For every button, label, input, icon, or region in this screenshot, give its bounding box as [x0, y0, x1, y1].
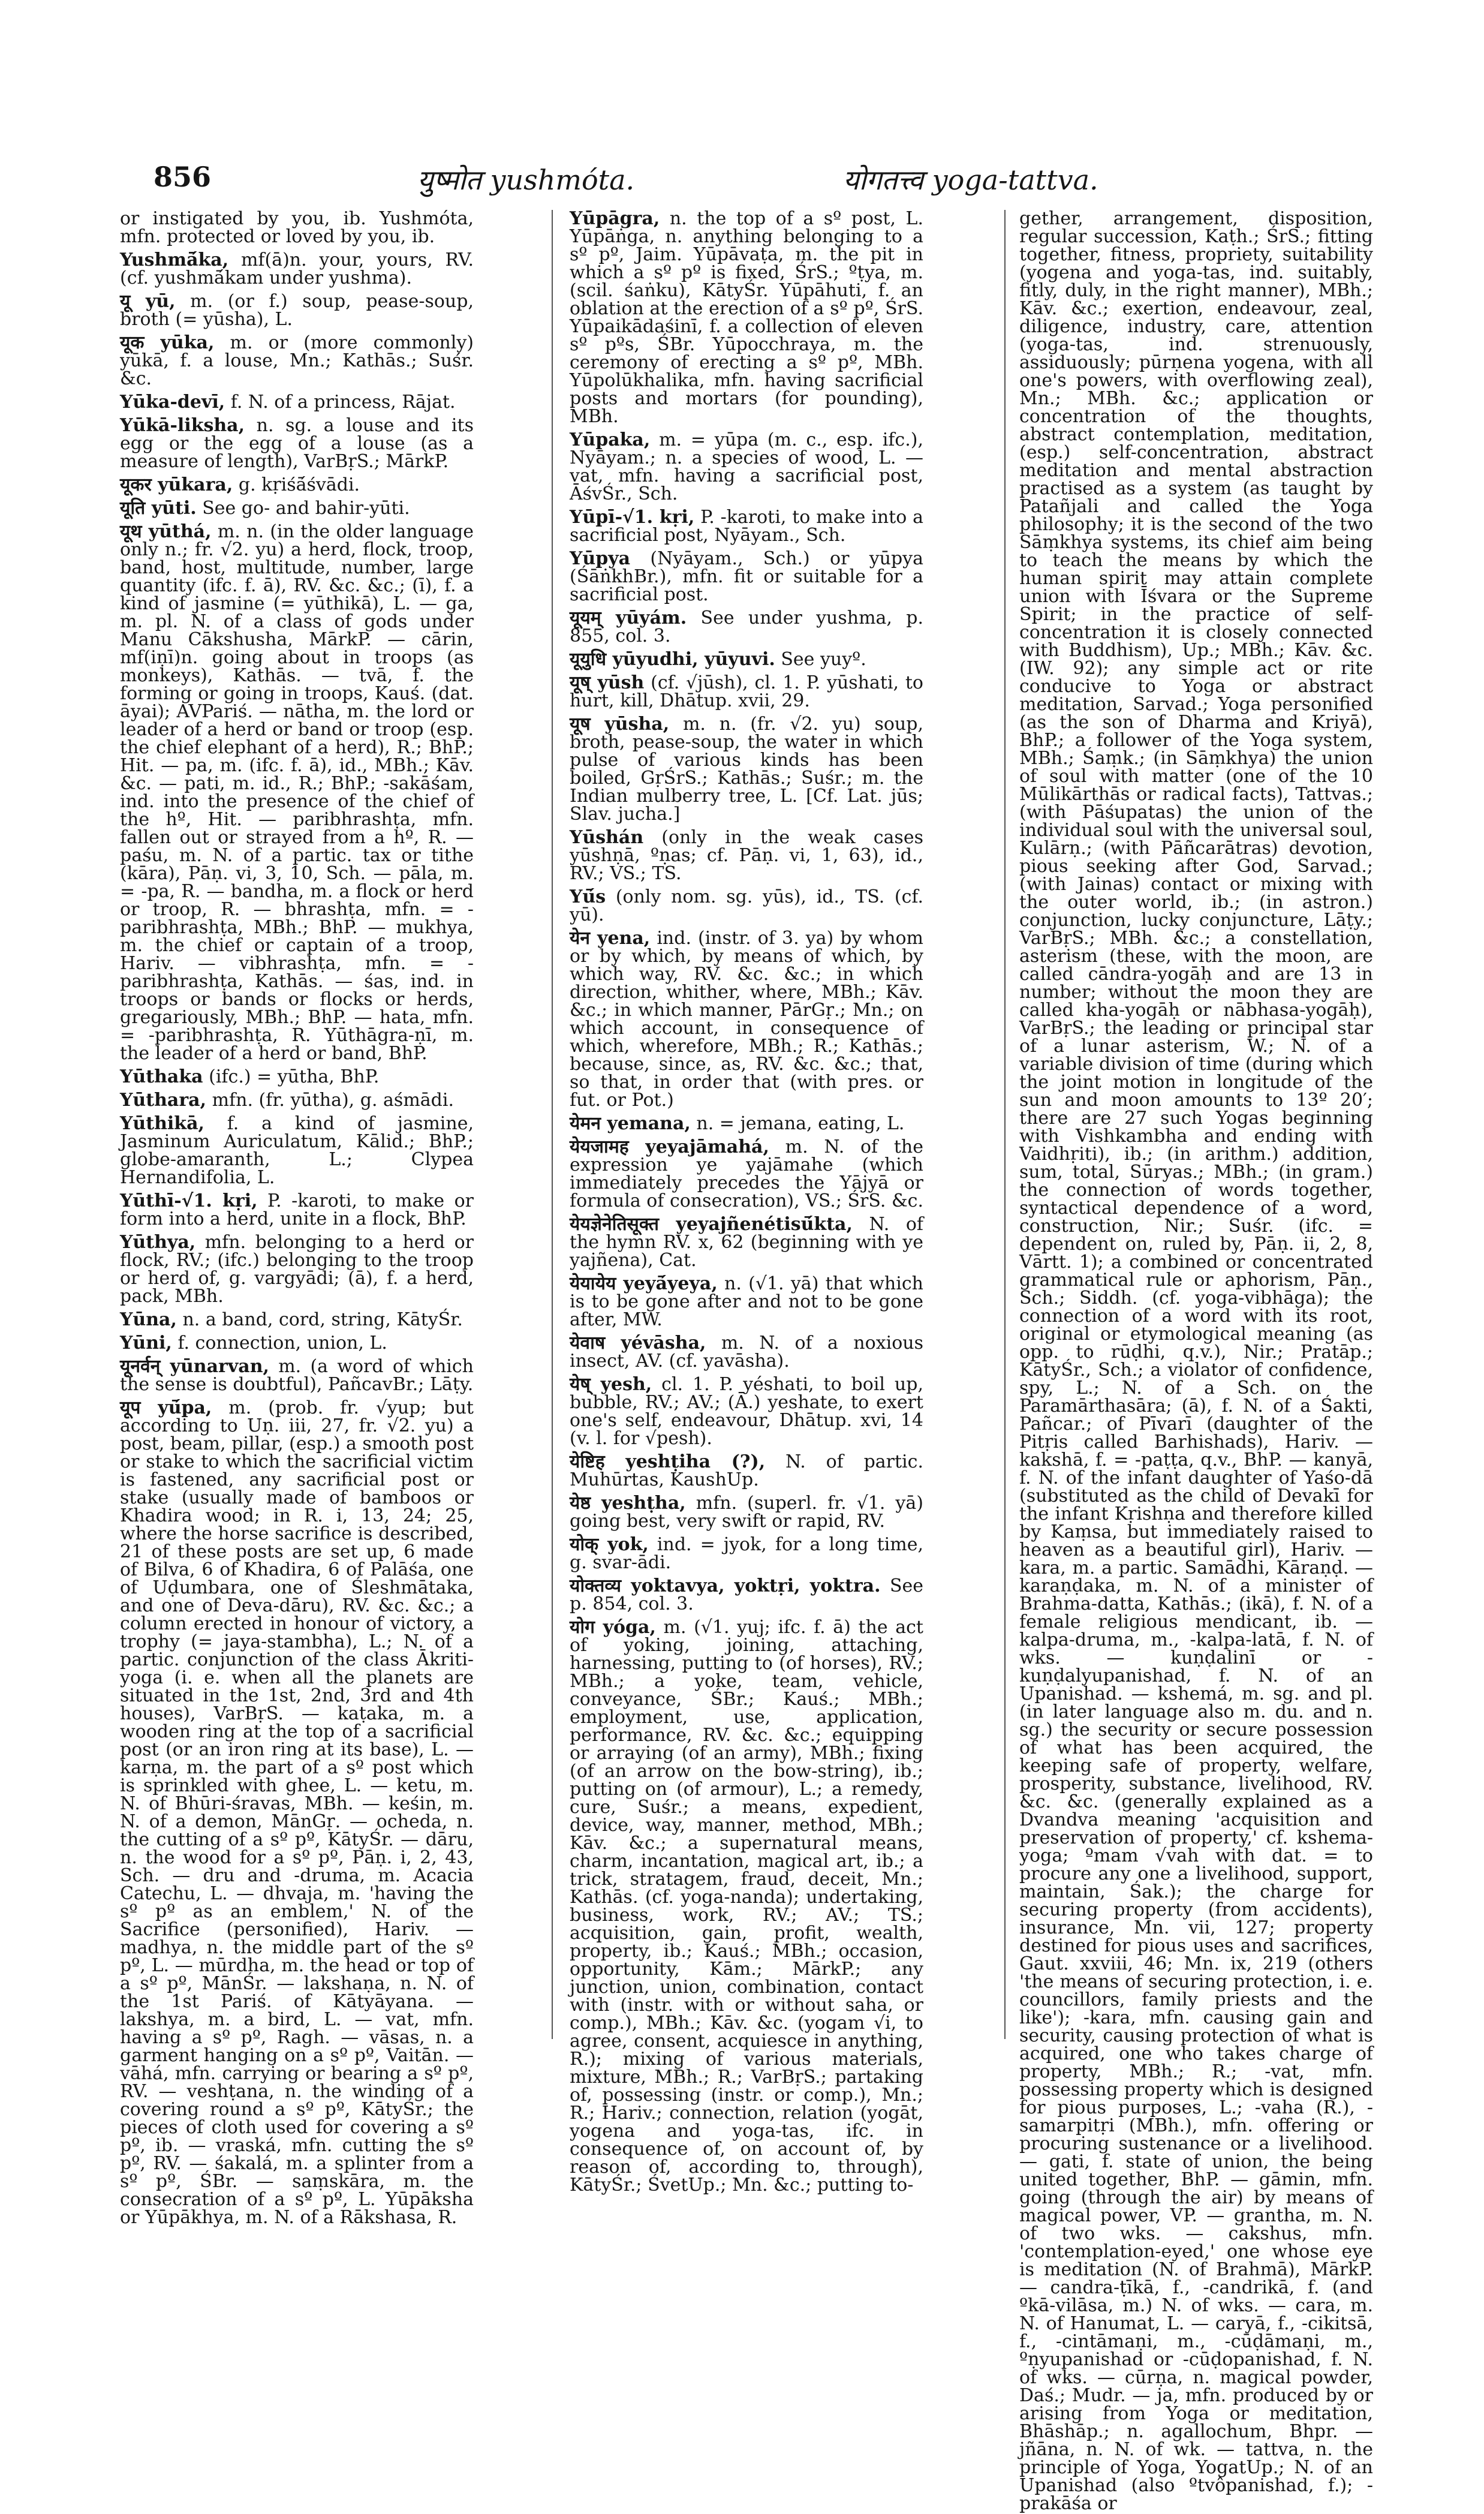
dictionary-entry	[570, 1138, 923, 1210]
left-running-head: युष्मोत yushmóta.	[417, 164, 635, 196]
dictionary-entry	[120, 523, 474, 1063]
entry-text: m. n. (in the older language only n.; fr. √2. yu) a herd, flock, troop, band, host, multitude, number, large quantity (ifc. f. ā), RV. &c. &c.; (ī), f. a kind of jasmine (= yūthikā), L. — ga, m. pl. N. of a class of gods under Manu Cākshusha, MārkP. — cārin, mf(iṇī)n. going about in troops (as monkeys), Kathās. — tvā, f. the forming or going in troops, Kauś. (dat. āyai); AVPariś. — nātha, m. the lord or leader of a herd or band or troop (esp. the chief elephant of a herd), R.; BhP.; Hit. — pa, m. (ifc. f. ā), id., MBh.; Kāv. &c. — pati, m. id., R.; BhP.; -sakāśam, ind. into the presence of the chief of the hº, Hit. — paribhrashṭa, mfn. fallen out or strayed from a hº, R. — paśu, m. N. of a partic. tax or tithe (kāra), Pāṇ. vi, 3, 10, Sch. — pāla, m. = -pa, R. — bandha, m. a flock or herd or troop, R. — bhrashṭa, mfn. = -paribhrashṭa, MBh.; BhP. — mukhya, m. the chief or captain of a troop, Hariv. — vibhrashṭa, mfn. = -paribhrashṭa, Kathās. — śas, ind. in troops or bands or flocks or herds, gregariously, MBh.; BhP. — hata, mfn. = -paribhrashṭa, R. Yūthāgra-ṇī, m. the leader of a herd or band, BhP.	[120, 521, 474, 1064]
dictionary-entry	[120, 1358, 474, 1394]
entry-text: ind. = jyok, for a long time, g. svar-ādi.	[570, 1534, 923, 1573]
entry-headword: यूनर्वन् yūnarvan,	[120, 1356, 269, 1377]
entry-headword: Yūkā-liksha,	[120, 415, 245, 436]
entry-text: (Nyāyam., Sch.) or yūpya (ŚāṅkhBr.), mfn. fit or suitable for a sacrificial post.	[570, 548, 923, 605]
entry-text: gether, arrangement, disposition, regular succession, Kaṭh.; ŚrS.; fitting together, fitness, propriety, suitability (yogena and yoga-tas, ind. suitably, fitly, duly, in the right manner), MBh.; Kāv. &c.; exertion, endeavour, zeal, diligence, industry, care, attention (yoga-tas, ind. strenuously, assiduously; pūrṇena yogena, with all one's powers, with overflowing zeal), Mn.; MBh. &c.; application or concentration of the thoughts, abstract contemplation, meditation, (esp.) self-concentration, abstract meditation and mental abstraction practised as a system (as taught by Patañjali and called the Yoga philosophy; it is the second of the two Sāṃkhya systems, its chief aim being to teach the means by which the human spirit may attain complete union with Īśvara or the Supreme Spirit; in the practice of self-concentration it is closely connected with Buddhism), Up.; MBh.; Kāv. &c. (IW. 92); any simple act or rite conducive to Yoga or abstract meditation, Sarvad.; Yoga personified (as the son of Dharma and Kriyā), BhP.; a follower of the Yoga system, MBh.; Śaṃk.; (in Sāṃkhya) the union of soul with matter (one of the 10 Mūlikārthās or radical facts), Tattvas.; (with Pāśupatas) the union of the individual soul with the universal soul, Kulārṇ.; (with Pāñcarātras) devotion, pious seeking after God, Sarvad.; (with Jainas) contact or mixing with the outer world, ib.; (in astron.) conjunction, lucky conjuncture, Lāṭy.; VarBṛS.; MBh. &c.; a constellation, asterism (these, with the moon, are called cāndra-yogāḥ and are 13 in number; without the moon they are called kha-yogāḥ or nābhasa-yogāḥ), VarBṛS.; the leading or principal star of a lunar asterism, W.; N. of a variable division of time (during which the joint motion in longitude of the sun and moon amounts to 13º 20′; there are 27 such Yogas beginning with Vishkambha and ending with Vaidhṛiti), ib.; (in arithm.) addition, sum, total, Sūryas.; MBh.; (in gram.) the connection of words together, syntactical dependence of a word, construction, Nir.; Suśr. (ifc. = dependent on, ruled by, Pāṇ. ii, 2, 8, Vārtt. 1); a combined or concentrated grammatical rule or aphorism, Pāṇ., Sch.; Siddh. (cf. yoga-vibhāga); the connection of a word with its root, original or etymological meaning (as opp. to rūḍhi, q.v.), Nir.; Pratāp.; KātyŚr., Sch.; a violator of confidence, spy, L.; N. of a Sch. on the Paramārthasāra; (ā), f. N. of a Śakti, Pañcar.; of Pīvarī (daughter of the Pitṛis called Barhishads), Hariv. — kakshā, f. = -paṭṭa, q.v., BhP. — kanyā, f. N. of the infant daughter of Yaśo-dā (substituted as the child of Devakī for the infant Kṛishṇa and therefore killed by Kaṃsa, but immediately raised to heaven as a beautiful girl), Hariv. — kara, m. a partic. Samādhi, Kāraṇḍ. — karaṇḍaka, m. N. of a minister of Brahma-datta, Kathās.; (ikā), f. N. of a female religious mendicant, ib. — kalpa-druma, m., -kalpa-latā, f. N. of wks. — kuṇḍalinī or -kuṇḍalyupanishad, f. N. of an Upanishad. — kshemá, m. sg. and pl. (in later language also m. du. and n. sg.) the security or secure possession of what has been acquired, the keeping safe of property, welfare, prosperity, substance, livelihood, RV. &c. &c. (generally explained as a Dvandva meaning 'acquisition and preservation of property,' cf. kshema-yoga; ºmam √vah with dat. = to procure any one a livelihood, support, maintain, Śak.); the charge for securing property (from accidents), insurance, Mn. vii, 127; property destined for pious uses and sacrifices, Gaut. xxviii, 46; Mn. ix, 219 (others 'the means of securing protection, i. e. councillors, family priests and the like'); -kara, mfn. causing gain and security, causing protection of what is acquired, one who takes charge of property, MBh.; R.; -vat, mfn. possessing property which is designed for pious purposes, L.; -vaha (R.), -samarpitṛi (MBh.), mfn. offering or procuring sustenance or a livelihood. — gati, f. state of union, the being united together, BhP. — gāmin, mfn. going (through the air) by means of magical power, VP. — grantha, m. N. of two wks. — cakshus, mfn. 'contemplation-eyed,' one whose eye is meditation (N. of Brahmā), MārkP. — candra-ṭīkā, f., -candrikā, f. (and ºkā-vilāsa, m.) N. of wks. — cara, m. N. of Hanumat, L. — caryā, f., -cikitsā, f., -cintāmaṇi, m., -cūḍāmaṇi, m., ºṇyupanishad or -cūḍopanishad, f. N. of wks. — cūrṇa, n. magical powder, Daś.; Mudr. — ja, mfn. produced by or arising from Yoga or meditation, Bhāshāp.; n. agallochum, Bhpr. — jñāna, n. N. of wk. — tattva, n. the principle of Yoga, YogatUp.; N. of an Upanishad (also ºtvôpanishad, f.); -prakāśa or	[1019, 208, 1373, 2514]
entry-text: (cf. √jūsh), cl. 1. P. yūshati, to hurt, kill, Dhātup. xvii, 29.	[570, 672, 923, 711]
entry-text: m. N. of a noxious insect, AV. (cf. yavāsha).	[570, 1333, 923, 1372]
dictionary-entry	[120, 251, 474, 287]
entry-headword: यूति yūti.	[120, 498, 197, 519]
entry-text: (ifc.) = yūtha, BhP.	[209, 1066, 380, 1087]
page-header	[153, 161, 1221, 203]
entry-text: cl. 1. P. yéshati, to boil up, bubble, RV.; AV.; (Ā.) yeshate, to exert one's self, endeavour, Dhātup. xvi, 14 (v. l. for √pesh).	[570, 1374, 923, 1449]
dictionary-entry	[120, 1334, 474, 1352]
dictionary-entry	[570, 1453, 923, 1489]
entry-headword: Yū́s	[570, 886, 606, 907]
dictionary-entry	[570, 509, 923, 545]
entry-text: m. (or f.) soup, pease-soup, broth (= yūsha), L.	[120, 291, 474, 330]
entry-headword: Yushmā́ka,	[120, 249, 229, 270]
entry-headword: यूयुधि yūyudhi, yūyuvi.	[570, 649, 775, 670]
dictionary-entry	[570, 1334, 923, 1370]
entry-headword: येयज्ञेनेतिसूक्त yeyajñenétisū́kta,	[570, 1214, 853, 1235]
dictionary-entry	[570, 1619, 923, 2194]
entry-headword: यूष yūsha,	[570, 714, 670, 735]
entry-text: mf(ā)n. your, yours, RV. (cf. yushmā́kam under yushma).	[120, 249, 474, 288]
entry-headword: येवाष yévāsha,	[570, 1333, 706, 1354]
dictionary-entry	[120, 393, 474, 411]
dictionary-entry	[570, 431, 923, 503]
entry-headword: यूकर yūkara,	[120, 474, 233, 495]
entry-text: ind. (instr. of 3. ya) by whom or by which, by means of which, by which way, RV. &c. &c.; in which direction, whither, where, MBh.; Kāv. &c.; in which manner, PārGṛ.; Mn.; on which account, in consequence of which, wherefore, MBh.; R.; Kathās.; because, since, as, RV. &c. &c.; that, so that, in order that (with pres. or fut. or Pot.)	[570, 928, 924, 1111]
entry-headword: Yūthaka	[120, 1066, 203, 1087]
dictionary-entry	[570, 1494, 923, 1530]
dictionary-entry	[570, 1115, 923, 1133]
entry-text: n. the top of a sº post, L. Yūpāṅga, n. anything belonging to a sº pº, Jaim. Yūpāvaṭa, m. the pit in which a sº pº is fixed, ŚrS.; ºṭya, m. (scil. śaṅku), KātyŚr. Yūpāhuti, f. an oblation at the erection of a sº pº, ŚrS. Yūpaikādaśinī, f. a collection of eleven sº pºs, ŚBr. Yūpocchraya, m. the ceremony of erecting a sº pº, MBh. Yūpolūkhalika, mfn. having sacrificial posts and mortars (for pounding), MBh.	[570, 208, 923, 427]
entry-text: n. = jemana, eating, L.	[696, 1113, 905, 1134]
entry-headword: Yūthikā,	[120, 1113, 204, 1134]
dictionary-entry	[120, 1234, 474, 1306]
entry-headword: यूथ yūthá,	[120, 521, 212, 542]
dictionary-entry	[570, 550, 923, 604]
entry-text: g. kṛiśā́śvādi.	[238, 474, 360, 495]
entry-headword: Yūpaka,	[570, 429, 651, 450]
dictionary-entry	[570, 210, 923, 426]
dictionary-entry	[120, 293, 474, 329]
dictionary-entry	[570, 651, 923, 669]
page-number: 856	[153, 161, 212, 193]
entry-headword: येमन yemana,	[570, 1113, 691, 1134]
entry-text: See under yushma, p. 855, col. 3.	[570, 608, 923, 646]
entry-text: n. a band, cord, string, KātyŚr.	[182, 1309, 463, 1330]
right-running-head: योगतत्त्व yoga-tattva.	[843, 164, 1098, 196]
dictionary-entry	[570, 715, 923, 823]
entry-text: mfn. (fr. yūtha), g. aśmādi.	[212, 1090, 454, 1111]
entry-text: m. (a word of which the sense is doubtful), PañcavBr.; Lāṭy.	[120, 1356, 474, 1395]
dictionary-entry	[120, 1068, 474, 1086]
entry-text: P. -karoti, to make into a sacrificial post, Nyāyam., Sch.	[570, 507, 923, 546]
entry-headword: Yūka-devī,	[120, 392, 225, 413]
column-3	[1019, 208, 1373, 2514]
dictionary-entry	[570, 888, 923, 924]
entry-headword: येष्ठ yeshṭha,	[570, 1493, 686, 1514]
entry-headword: योक् yok,	[570, 1534, 649, 1555]
dictionary-entry	[120, 1091, 474, 1109]
entry-headword: येष्टिह yeshṭiha (?),	[570, 1451, 766, 1472]
entry-headword: योक्तव्य yoktavya, yoktṛi, yoktra.	[570, 1575, 881, 1596]
entry-headword: येन yena,	[570, 928, 651, 949]
dictionary-entry	[120, 334, 474, 388]
entry-headword: Yūni,	[120, 1333, 172, 1354]
entry-text: m. (prob. fr. √yup; but according to Uṇ. iii, 27, fr. √2. yu) a post, beam, pillar, (esp.) a smooth post or stake to which the sacrificial victim is fastened, any sacrificial post or stake (usually made of bamboos or Khadira wood; in R. i, 13, 24; 25, where the horse sacrifice is described, 21 of these posts are set up, 6 made of Bilva, 6 of Khadira, 6 of Palāśa, one of Uḍumbara, one of Śleshmātaka, and one of Deva-dāru), RV. &c. &c.; a column erected in honour of victory, a trophy (= jaya-stambha), L.; N. of a partic. conjunction of the class Ākriti-yoga (i. e. when all the planets are situated in the 1st, 2nd, 3rd and 4th houses), VarBṛS. — kaṭaka, m. a wooden ring at the top of a sacrificial post (or an iron ring at its base), L. — karṇa, m. the part of a sº post which is sprinkled with ghee, L. — ketu, m. N. of Bhūri-śravas, MBh. — keśin, m. N. of a demon, MānGṛ. — ocheda, n. the cutting of a sº pº, KātyŚr. — dāru, n. the wood for a sº pº, Pāṇ. i, 2, 43, Sch. — dru and -druma, m. Acacia Catechu, L. — dhvaja, m. 'having the sº pº as an emblem,' N. of the Sacrifice (personified), Hariv. — madhya, n. the middle part of the sº pº, L. — mūrdha, m. the head or top of a sº pº, MānŚr. — lakshaṇa, n. N. of the 1st Pariś. of Kātyāyana. — lakshya, m. a bird, L. — vat, mfn. having a sº pº, Ragh. — vāsas, n. a garment hanging on a sº pº, Vaitān. — vāhá, mfn. carrying or bearing a sº pº, RV. — veshṭana, n. the winding of a covering round a sº pº, KātyŚr.; the pieces of cloth used for covering a sº pº, ib. — vraská, mfn. cutting the sº pº, RV. — śakalá, m. a splinter from a sº pº, ŚBr. — saṃskāra, m. the consecration of a sº pº, L. Yūpāksha or Yūpākhya, m. N. of a Rākshasa, R.	[120, 1397, 474, 2228]
dictionary-entry	[570, 674, 923, 710]
dictionary-entry	[120, 1192, 474, 1228]
entry-text: m. = yūpa (m. c., esp. ifc.), Nyāyam.; n. a species of wood, L. — vat, mfn. having a sacrificial post, ĀśvŚr., Sch.	[570, 429, 923, 504]
entry-text: or instigated by you, ib. Yushmóta, mfn. protected or loved by you, ib.	[120, 208, 474, 247]
entry-headword: येयायेय yeyā́yeya,	[570, 1273, 718, 1294]
entry-text: N. of partic. Muhūrtas, KaushUp.	[570, 1451, 923, 1490]
dictionary-entry	[1019, 210, 1373, 2513]
entry-text: m. or (more commonly) yūkā, f. a louse, Mn.; Kathās.; Suśr. &c.	[120, 332, 474, 389]
dictionary-entry	[120, 500, 474, 518]
entry-text: mfn. (superl. fr. √1. yā) going best, very swift or rapid, RV.	[570, 1493, 923, 1532]
entry-text: n. sg. a louse and its egg or the egg of a louse (as a measure of length), VarBṛS.; MārkP.	[120, 415, 474, 472]
entry-text: m. n. (fr. √2. yu) soup, broth, pease-soup, the water in which pulse of various kinds has been boiled, GṛŚrS.; Kathās.; Suśr.; m. the Indian mulberry tree, L. [Cf. Lat. jūs; Slav. jucha.]	[570, 714, 923, 825]
dictionary-entry	[120, 417, 474, 471]
dictionary-entry	[570, 609, 923, 645]
column-2	[570, 208, 924, 2196]
entry-headword: Yūpī-√1. kṛi,	[570, 507, 695, 528]
entry-text: m. (√1. yuj; ifc. f. ā) the act of yoking, joining, attaching, harnessing, putting to (of horses), RV.; MBh.; a yoke, team, vehicle, conveyance, ŚBr.; Kauś.; MBh.; employment, use, application, performance, RV. &c. &c.; equipping or arraying (of an army), MBh.; fixing (of an arrow on the bow-string), ib.; putting on (of armour), L.; a remedy, cure, Suśr.; a means, expedient, device, way, manner, method, MBh.; Kāv. &c.; a supernatural means, charm, incantation, magical art, ib.; a trick, stratagem, fraud, deceit, Mn.; Kathās. (cf. yoga-nanda); undertaking, business, work, RV.; AV.; TS.; acquisition, gain, profit, wealth, property, ib.; Kauś.; MBh.; occasion, opportunity, Kām.; MārkP.; any junction, union, combination, contact with (instr. with or without saha, or comp.), MBh.; Kāv. &c. (yogam √i, to agree, consent, acquiesce in anything, R.); mixing of various materials, mixture, MBh.; R.; VarBṛS.; partaking of, possessing (instr. or comp.), Mn.; R.; Hariv.; connection, relation (yogāt, yogena and yoga-tas, ifc. in consequence of, on account of, by reason of, according to, through), KātyŚr.; ŚvetUp.; Mn. &c.; putting to-	[570, 1617, 923, 2196]
dictionary-entry	[120, 476, 474, 494]
entry-text: mfn. belonging to a herd or flock, RV.; (ifc.) belonging to the troop or herd of, g. vargyādi; (ā), f. a herd, pack, MBh.	[120, 1232, 474, 1307]
entry-headword: Yūna,	[120, 1309, 177, 1330]
entry-text: f. connection, union, L.	[177, 1333, 387, 1354]
dictionary-entry	[120, 1115, 474, 1187]
entry-headword: Yūshán	[570, 827, 644, 848]
entry-headword: यूक yūka,	[120, 332, 215, 353]
entry-text: m. N. of the expression ye yajāmahe (which immediately precedes the Yājyā or formula of consecration), VS.; ŚrS. &c.	[570, 1136, 923, 1211]
dictionary-entry	[570, 1536, 923, 1572]
entry-text: (only nom. sg. yūs), id., TS. (cf. yū).	[570, 886, 923, 925]
entry-text: n. (√1. yā) that which is to be gone after and not to be gone after, MW.	[570, 1273, 923, 1330]
entry-text: f. a kind of jasmine, Jasminum Auriculatum, Kālid.; BhP.; globe-amaranth, L.; Clypea Hernandifolia, L.	[120, 1113, 474, 1188]
entry-headword: योग yóga,	[570, 1617, 656, 1638]
entry-text: See go- and bahir-yūti.	[202, 498, 410, 519]
dictionary-entry	[570, 930, 923, 1109]
column-divider	[552, 210, 553, 2039]
dictionary-entry	[570, 1275, 923, 1329]
entry-text: See p. 854, col. 3.	[570, 1575, 923, 1614]
entry-headword: येयजामह yeyajāmahá,	[570, 1136, 769, 1157]
entry-text: N. of the hymn RV. x, 62 (beginning with ye yajñena), Cat.	[570, 1214, 923, 1271]
dictionary-entry	[570, 1376, 923, 1448]
column-1	[120, 208, 474, 2228]
dictionary-entry	[570, 829, 923, 883]
entry-headword: यू yū,	[120, 291, 176, 312]
entry-headword: यूयम् yūyám.	[570, 608, 687, 628]
entry-text: P. -karoti, to make or form into a herd, unite in a flock, BhP.	[120, 1190, 474, 1229]
entry-headword: येष् yesh,	[570, 1374, 652, 1395]
entry-headword: Yūpāgra,	[570, 208, 660, 229]
entry-headword: यूप yū́pa,	[120, 1397, 212, 1418]
dictionary-entry	[570, 1577, 923, 1613]
entry-headword: Yūthya,	[120, 1232, 196, 1253]
dictionary-entry	[120, 210, 474, 246]
dictionary-entry	[120, 1399, 474, 2227]
dictionary-entry	[570, 1216, 923, 1270]
entry-text: (only in the weak cases yūshṇā, ºṇas; cf. Pāṇ. vi, 1, 63), id., RV.; VS.; TS.	[570, 827, 923, 884]
entry-text: f. N. of a princess, Rājat.	[230, 392, 456, 413]
column-divider	[1004, 210, 1006, 2039]
entry-headword: Yūthī-√1. kṛi,	[120, 1190, 258, 1211]
entry-headword: Yūpya	[570, 548, 631, 569]
entry-headword: Yūthara,	[120, 1090, 207, 1111]
dictionary-entry	[120, 1311, 474, 1329]
entry-text: See yuyº.	[781, 649, 866, 670]
entry-headword: यूष् yūsh	[570, 672, 645, 693]
